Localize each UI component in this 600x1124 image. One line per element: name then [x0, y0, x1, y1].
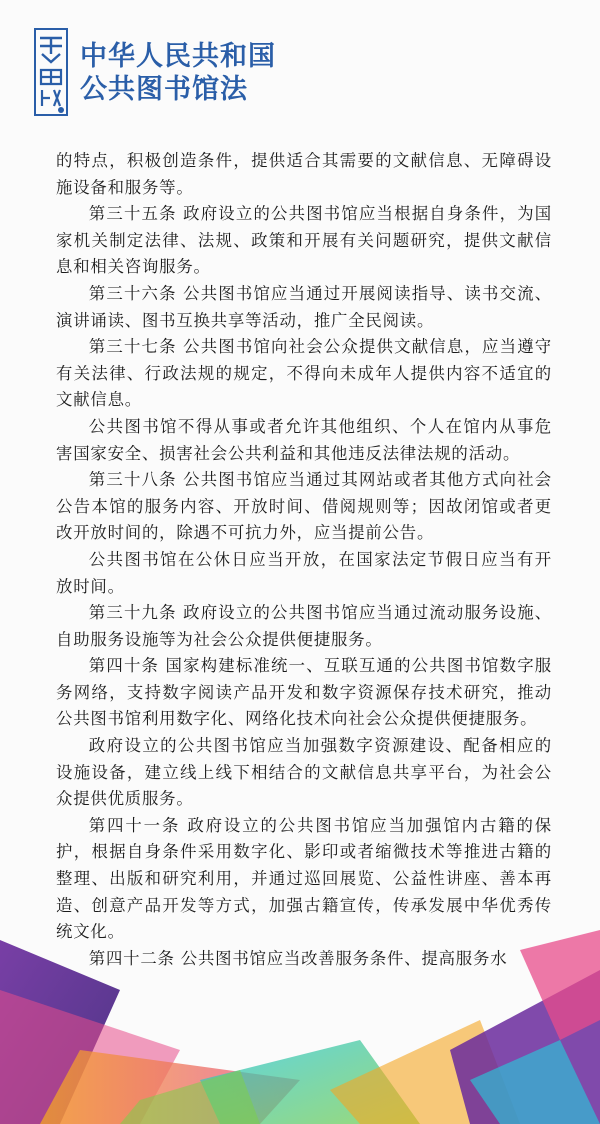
- paragraph: 第三十五条 政府设立的公共图书馆应当根据自身条件，为国家机关制定法律、法规、政策和开展有关问题研究，提供文献信息和相关咨询服务。: [56, 204, 552, 277]
- paragraph: 的特点，积极创造条件，提供适合其需要的文献信息、无障碍设施设备和服务等。: [56, 151, 552, 197]
- title-line-2: 公共图书馆法: [80, 74, 248, 105]
- paragraph: 第四十一条 政府设立的公共图书馆应当加强馆内古籍的保护，根据自身条件采用数字化、影印或者缩微技术等推进古籍的整理、出版和研究利用，并通过巡回展览、公益性讲座、善本再造、创意产品开发等方式，加强古籍宣传，传承发展中华优秀传统文化。: [56, 815, 552, 942]
- paragraph: 第四十条 国家构建标准统一、互联互通的公共图书馆数字服务网络，支持数字阅读产品开发和数字资源保存技术研究，推动公共图书馆利用数字化、网络化技术向社会公众提供便捷服务。: [56, 656, 552, 729]
- paragraph: 公共图书馆在公休日应当开放，在国家法定节假日应当有开放时间。: [56, 549, 552, 596]
- paragraph: 第三十八条 公共图书馆应当通过其网站或者其他方式向社会公告本馆的服务内容、开放时间、借阅规则等；因故闭馆或者更改开放时间的，除遇不可抗力外，应当提前公告。: [56, 470, 552, 543]
- title-block: [80, 40, 276, 106]
- logo-mark-icon: [34, 28, 68, 116]
- header: [0, 0, 600, 140]
- article-body: [56, 148, 552, 972]
- decorative-polygon-background: [0, 930, 600, 1124]
- paragraph: 第三十七条 公共图书馆向社会公众提供文献信息，应当遵守有关法律、行政法规的规定，不得向未成年人提供内容不适宜的文献信息。: [56, 337, 552, 410]
- title-line-1: 中华人民共和国: [80, 41, 276, 72]
- paragraph: 第三十九条 政府设立的公共图书馆应当通过流动服务设施、自助服务设施等为社会公众提供便捷服务。: [56, 603, 552, 649]
- paragraph: 第三十六条 公共图书馆应当通过开展阅读指导、读书交流、演讲诵读、图书互换共享等活动，推广全民阅读。: [56, 283, 552, 330]
- paragraph: 第四十二条 公共图书馆应当改善服务条件、提高服务水: [88, 948, 508, 968]
- paragraph: 公共图书馆不得从事或者允许其他组织、个人在馆内从事危害国家安全、损害社会公共利益和其他违反法律法规的活动。: [56, 416, 552, 463]
- paragraph: 政府设立的公共图书馆应当加强数字资源建设、配备相应的设施设备，建立线上线下相结合的文献信息共享平台，为社会公众提供优质服务。: [56, 736, 552, 809]
